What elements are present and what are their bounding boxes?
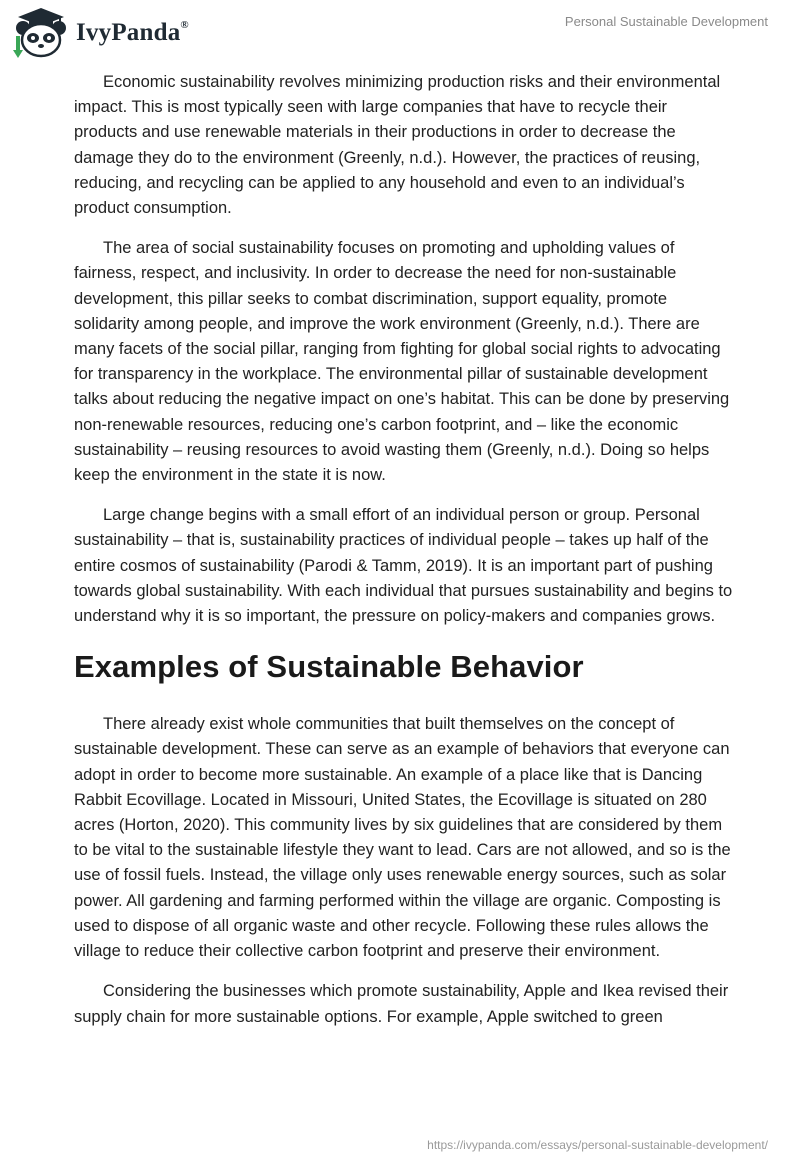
paragraph: There already exist whole communities that built themselves on the concept of sustainable development. These can serve as an example of behaviors that everyone can adopt in order to become more sustainable. An example of a place like that is Dancing Rabbit Ecovillage. Located in Missouri, United States, the Ecovillage is situated on 280 acres (Horton, 2020). This community lives by six guidelines that are considered by them to be vital to the sustainable lifestyle they want to lead. Cars are not allowed, and so is the use of fossil fuels. Instead, the village only uses renewable energy sources, such as solar power. All gardening and farming performed within the village are organic. Composting is used to dispose of all organic waste and other recycle. Following these rules allows the village to reduce their collective carbon footprint and preserve their environment.	[74, 715, 731, 961]
paragraph: Considering the businesses which promote sustainability, Apple and Ikea revised their supply chain for more sustainable options. For example, Apple switched to green	[74, 982, 729, 1026]
document-title: Personal Sustainable Development	[564, 14, 768, 29]
logo-text: IvyPanda®	[76, 18, 189, 46]
section-heading: Examples of Sustainable Behavior	[74, 649, 584, 685]
essay-content	[74, 70, 734, 1045]
paragraph: Large change begins with a small effort of an individual person or group. Personal sustainability – that is, sustainability practices of individual people – takes up half of the entire cosmos of sustainability (Parodi & Tamm, 2019). It is an important part of pushing towards global sustainability. With each individual that pursues sustainability and begins to understand why it is so important, the pressure on policy-makers and companies grows.	[74, 506, 733, 626]
page-header	[0, 0, 800, 66]
paragraph: Economic sustainability revolves minimizing production risks and their environmental impact. This is most typically seen with large companies that have to recycle their products and use renewable materials in their productions in order to decrease the damage they do to the environment (Greenly, n.d.). However, the practices of reusing, reducing, and recycling can be applied to any household and even to an individual’s product consumption.	[74, 73, 721, 218]
panda-logo-icon	[12, 6, 70, 60]
source-url[interactable]: https://ivypanda.com/essays/personal-sustainable-development/	[427, 1138, 768, 1152]
paragraph: The area of social sustainability focuses on promoting and upholding values of fairness, respect, and inclusivity. In order to decrease the need for non-sustainable development, this pillar seeks to combat discrimination, support equality, promote solidarity among people, and improve the work environment (Greenly, n.d.). There are many facets of the social pillar, ranging from fighting for global social rights to advocating for transparency in the workplace. The environmental pillar of sustainable development talks about reducing the negative impact on one’s habitat. This can be done by preserving non-renewable resources, reducing one’s carbon footprint, and – like the economic sustainability – reusing resources to avoid wasting them (Greenly, n.d.). Doing so helps keep the environment in the state it is now.	[74, 239, 730, 485]
logo[interactable]	[12, 6, 189, 60]
